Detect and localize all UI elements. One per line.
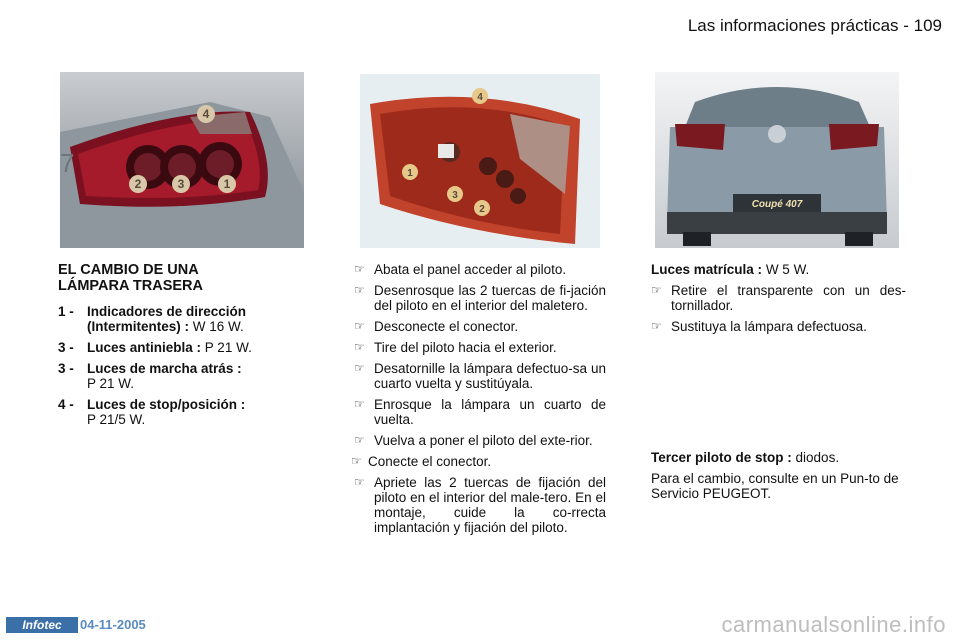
callout-label: 2 xyxy=(479,204,485,215)
hand-pointer-icon: ☞ xyxy=(354,262,365,276)
callout-label: 1 xyxy=(223,177,231,191)
watermark: carmanualsonline.info xyxy=(721,612,946,637)
hand-pointer-icon: ☞ xyxy=(354,283,365,297)
hand-pointer-icon: ☞ xyxy=(354,397,365,411)
step-item: ☞ Vuelva a poner el piloto del exte-rior. xyxy=(354,433,593,448)
step-item: ☞ Sustituya la lámpara defectuosa. xyxy=(651,319,867,334)
step-item: ☞ Apriete las 2 tuercas de fijación del piloto en el interior del male-tero. En el montaje, cuide la co-rrecta implantación y fijación del piloto. xyxy=(354,475,606,535)
car-rear-photo xyxy=(655,72,899,248)
lamp-item: Indicadores de dirección (Intermitentes) : W 16 W. xyxy=(87,304,247,334)
hand-pointer-icon: ☞ xyxy=(354,475,365,489)
callout-label: 2 xyxy=(134,177,142,191)
step-item: ☞ Retire el transparente con un des-tornillador. xyxy=(651,283,906,313)
step-item: ☞ Desenrosque las 2 tuercas de fi-jación del piloto en el interior del maletero. xyxy=(354,283,606,313)
step-item: ☞ Desconecte el conector. xyxy=(354,319,519,334)
lamp-item: Luces de marcha atrás : P 21 W. xyxy=(87,361,242,391)
plate-text: Coupé 407 xyxy=(751,199,803,210)
lamp-item: Luces antiniebla : P 21 W. xyxy=(87,340,252,355)
step-item: ☞ Conecte el conector. xyxy=(351,454,492,469)
item-number: 4 - xyxy=(58,397,74,412)
hand-pointer-icon: ☞ xyxy=(351,454,362,468)
tail-lamp-photo xyxy=(60,72,304,248)
callout-label: 3 xyxy=(177,177,185,191)
lamp-specs-section xyxy=(58,262,288,427)
footer-date: 04-11-2005 xyxy=(80,617,146,632)
item-number: 1 - xyxy=(58,304,74,319)
svg-text:7: 7 xyxy=(60,148,75,178)
procedure-steps xyxy=(351,262,606,541)
item-number: 3 - xyxy=(58,361,74,376)
hand-pointer-icon: ☞ xyxy=(651,319,662,333)
step-item: ☞ Abata el panel acceder al piloto. xyxy=(354,262,567,277)
callout-label: 4 xyxy=(477,92,483,103)
step-item: ☞ Desatornille la lámpara defectuo-sa un cuarto vuelta y sustitúyala. xyxy=(354,361,606,391)
hand-pointer-icon: ☞ xyxy=(354,319,365,333)
item-number: 3 - xyxy=(58,340,74,355)
plate-lamp-spec: Luces matrícula : W 5 W. xyxy=(651,262,810,277)
hand-pointer-icon: ☞ xyxy=(354,433,365,447)
step-item: ☞ Enrosque la lámpara un cuarto de vuelta. xyxy=(354,397,606,427)
infotec-logo: Infotec xyxy=(6,617,78,633)
lamp-list xyxy=(58,304,288,427)
plate-lamp-section xyxy=(651,262,906,507)
hand-pointer-icon: ☞ xyxy=(354,361,365,375)
third-brake-light-spec: Tercer piloto de stop : diodos. xyxy=(651,450,840,465)
lamp-unit-photo xyxy=(360,74,600,248)
hand-pointer-icon: ☞ xyxy=(354,340,365,354)
hand-pointer-icon: ☞ xyxy=(651,283,662,297)
section-title: EL CAMBIO DE UNA LÁMPARA TRASERA xyxy=(58,262,203,294)
callout-label: 1 xyxy=(407,168,413,179)
page-header: Las informaciones prácticas - 109 xyxy=(687,16,942,35)
callout-label: 3 xyxy=(452,190,458,201)
third-brake-light-text: Para el cambio, consulte en un Pun-to de Servicio PEUGEOT. xyxy=(651,471,899,501)
step-item: ☞ Tire del piloto hacia el exterior. xyxy=(354,340,557,355)
lamp-item: Luces de stop/posición : P 21/5 W. xyxy=(87,397,246,427)
svg-text:4: 4 xyxy=(202,107,210,121)
